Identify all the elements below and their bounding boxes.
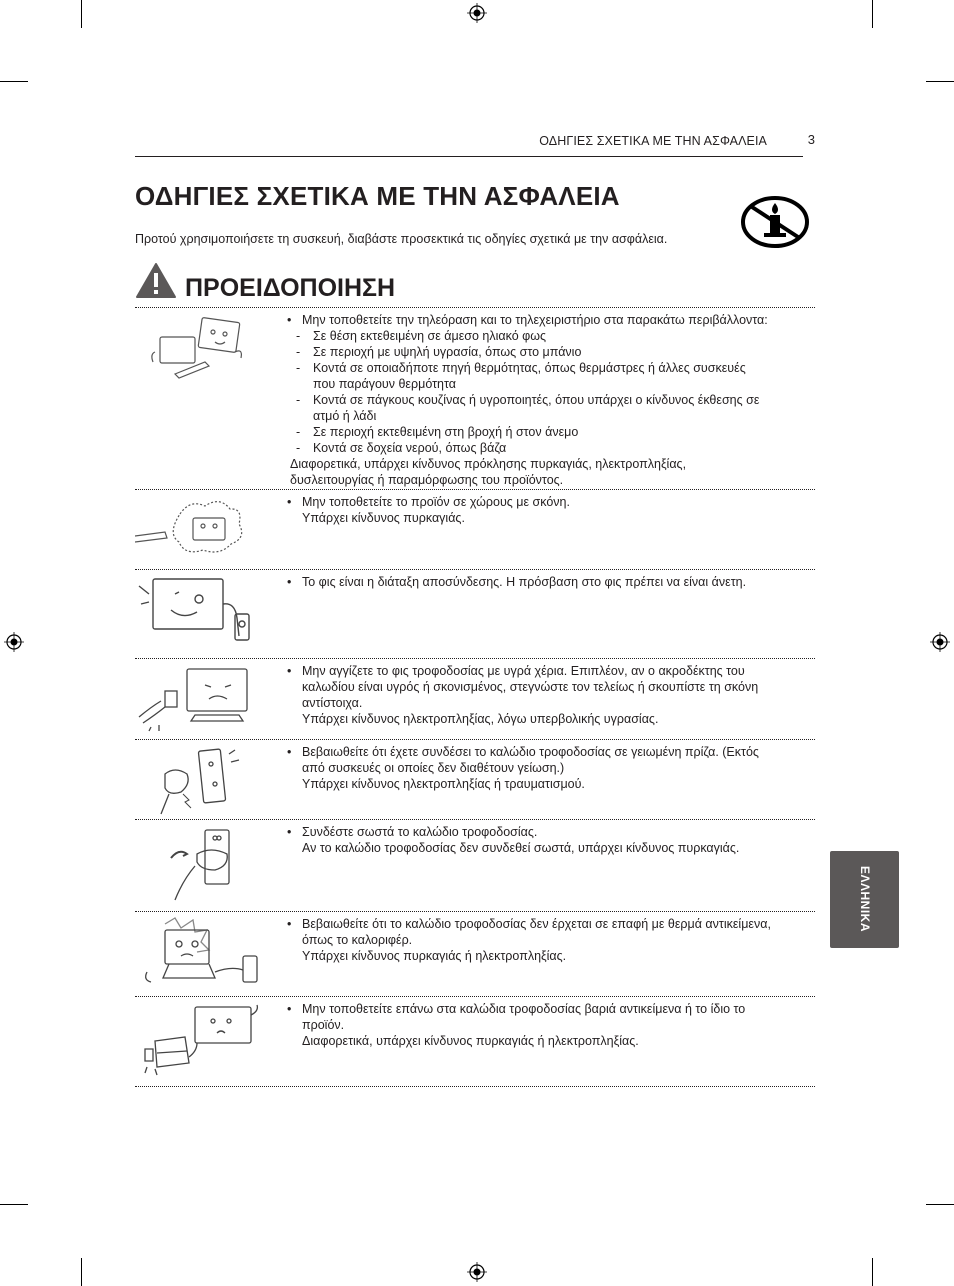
crop-mark xyxy=(926,1204,954,1205)
plug-access-illustration xyxy=(135,574,265,649)
row-consequence: δυσλειτουργίας ή παραμόρφωσης του προϊόντος. xyxy=(290,473,564,487)
crop-mark xyxy=(926,81,954,82)
row-text xyxy=(287,916,807,964)
row-bullet: • Μην τοποθετείτε επάνω στα καλώδια τροφοδοσίας βαριά αντικείμενα ή το ίδιο το xyxy=(287,1001,807,1017)
intro-text: Προτού χρησιμοποιήσετε τη συσκευή, διαβάστε προσεκτικά τις οδηγίες σχετικά με την ασφάλεια. xyxy=(135,232,668,246)
table-row xyxy=(135,490,815,570)
row-consequence: Υπάρχει κίνδυνος πυρκαγιάς ή ηλεκτροπληξίας. xyxy=(302,949,567,963)
row-text xyxy=(287,574,807,590)
row-consequence: Αν το καλώδιο τροφοδοσίας δεν συνδεθεί σωστά, υπάρχει κίνδυνος πυρκαγιάς. xyxy=(302,841,740,855)
crop-mark xyxy=(81,0,82,28)
row-bullet: • Μην τοποθετείτε την τηλεόραση και το τηλεχειριστήριο στα παρακάτω περιβάλλοντα: xyxy=(287,312,807,328)
row-text xyxy=(287,1001,807,1049)
crop-mark xyxy=(0,81,28,82)
plug-insert-illustration xyxy=(135,824,265,904)
row-text xyxy=(287,312,807,488)
list-item-continued-text: που παράγουν θερμότητα xyxy=(313,377,456,391)
row-text xyxy=(287,744,807,792)
list-item: - Κοντά σε δοχεία νερού, όπως βάζα xyxy=(287,440,807,456)
list-item-continued-text: ατμό ή λάδι xyxy=(313,409,377,423)
list-item: - Κοντά σε οποιαδήποτε πηγή θερμότητας, όπως θερμάστρες ή άλλες συσκευές xyxy=(287,360,807,376)
row-bullet: • Βεβαιωθείτε ότι έχετε συνδέσει το καλώδιο τροφοδοσίας σε γειωμένη πρίζα. (Εκτός xyxy=(287,744,807,760)
tv-environment-illustration xyxy=(135,312,265,392)
running-title: ΟΔΗΓΙΕΣ ΣΧΕΤΙΚΑ ΜΕ ΤΗΝ ΑΣΦΑΛΕΙΑ xyxy=(539,134,767,148)
no-candle-icon xyxy=(740,195,810,249)
dust-illustration xyxy=(135,494,265,564)
row-consequence: Υπάρχει κίνδυνος ηλεκτροπληξίας, λόγω υπερβολικής υγρασίας. xyxy=(302,712,659,726)
safety-table xyxy=(135,307,815,1087)
crop-mark xyxy=(0,1204,28,1205)
row-consequence: Διαφορετικά, υπάρχει κίνδυνος πρόκλησης πυρκαγιάς, ηλεκτροπληξίας, xyxy=(290,457,687,471)
row-bullet-continued: από συσκευές οι οποίες δεν διαθέτουν γείωση.) xyxy=(302,761,565,775)
row-text xyxy=(287,663,807,727)
crop-mark xyxy=(81,1258,82,1286)
list-item-continued xyxy=(287,408,807,424)
list-item: - Σε περιοχή με υψηλή υγρασία, όπως στο μπάνιο xyxy=(287,344,807,360)
table-row xyxy=(135,997,815,1087)
table-row xyxy=(135,659,815,740)
table-row xyxy=(135,570,815,659)
registration-mark-icon xyxy=(467,1262,487,1282)
warning-title: ΠΡΟΕΙΔΟΠΟΙΗΣΗ xyxy=(185,274,396,302)
row-bullet: • Το φις είναι η διάταξη αποσύνδεσης. Η πρόσβαση στο φις πρέπει να είναι άνετη. xyxy=(287,574,807,590)
registration-mark-icon xyxy=(930,632,950,652)
list-item: - Σε περιοχή εκτεθειμένη στη βροχή ή στον άνεμο xyxy=(287,424,807,440)
warning-triangle-icon xyxy=(135,262,177,299)
wet-hands-illustration xyxy=(135,663,265,733)
row-bullet: • Μην τοποθετείτε το προϊόν σε χώρους με σκόνη. xyxy=(287,494,807,510)
row-text xyxy=(287,494,807,526)
list-item: - Κοντά σε πάγκους κουζίνας ή υγροποιητές, όπου υπάρχει ο κίνδυνος έκθεσης σε xyxy=(287,392,807,408)
row-bullet: • Μην αγγίζετε το φις τροφοδοσίας με υγρά χέρια. Επιπλέον, αν ο ακροδέκτης του xyxy=(287,663,807,679)
table-row xyxy=(135,912,815,997)
row-bullet-continued: καλωδίου είναι υγρός ή σκονισμένος, στεγνώστε τον τελείως ή σκουπίστε τη σκόνη xyxy=(302,680,759,694)
crop-mark xyxy=(872,1258,873,1286)
heavy-object-cord-illustration xyxy=(135,1001,265,1081)
row-text xyxy=(287,824,807,856)
row-consequence: Διαφορετικά, υπάρχει κίνδυνος πυρκαγιάς ή ηλεκτροπληξίας. xyxy=(302,1034,639,1048)
row-consequence: Υπάρχει κίνδυνος ηλεκτροπληξίας ή τραυματισμού. xyxy=(302,777,585,791)
page-number: 3 xyxy=(807,132,815,147)
row-bullet-continued: αντίστοιχα. xyxy=(302,696,363,710)
row-bullet: • Συνδέστε σωστά το καλώδιο τροφοδοσίας. xyxy=(287,824,807,840)
crop-mark xyxy=(872,0,873,28)
row-bullet-continued: όπως το καλοριφέρ. xyxy=(302,933,413,947)
registration-mark-icon xyxy=(467,3,487,23)
list-item: - Σε θέση εκτεθειμένη σε άμεσο ηλιακό φως xyxy=(287,328,807,344)
row-bullet: • Βεβαιωθείτε ότι το καλώδιο τροφοδοσίας δεν έρχεται σε επαφή με θερμά αντικείμενα, xyxy=(287,916,807,932)
row-consequence: Υπάρχει κίνδυνος πυρκαγιάς. xyxy=(302,511,465,525)
grounded-outlet-illustration xyxy=(135,744,265,818)
row-bullet-continued: προϊόν. xyxy=(302,1018,345,1032)
table-row xyxy=(135,820,815,912)
heater-cord-illustration xyxy=(135,916,265,992)
list-item-continued xyxy=(287,376,807,392)
page-title: ΟΔΗΓΙΕΣ ΣΧΕΤΙΚΑ ΜΕ ΤΗΝ ΑΣΦΑΛΕΙΑ xyxy=(135,181,620,211)
registration-mark-icon xyxy=(4,632,24,652)
running-header xyxy=(135,132,815,157)
language-tab xyxy=(830,851,899,948)
table-row xyxy=(135,308,815,490)
language-tab-label: ΕΛΛΗΝΙΚΑ xyxy=(858,865,872,933)
table-row xyxy=(135,740,815,820)
